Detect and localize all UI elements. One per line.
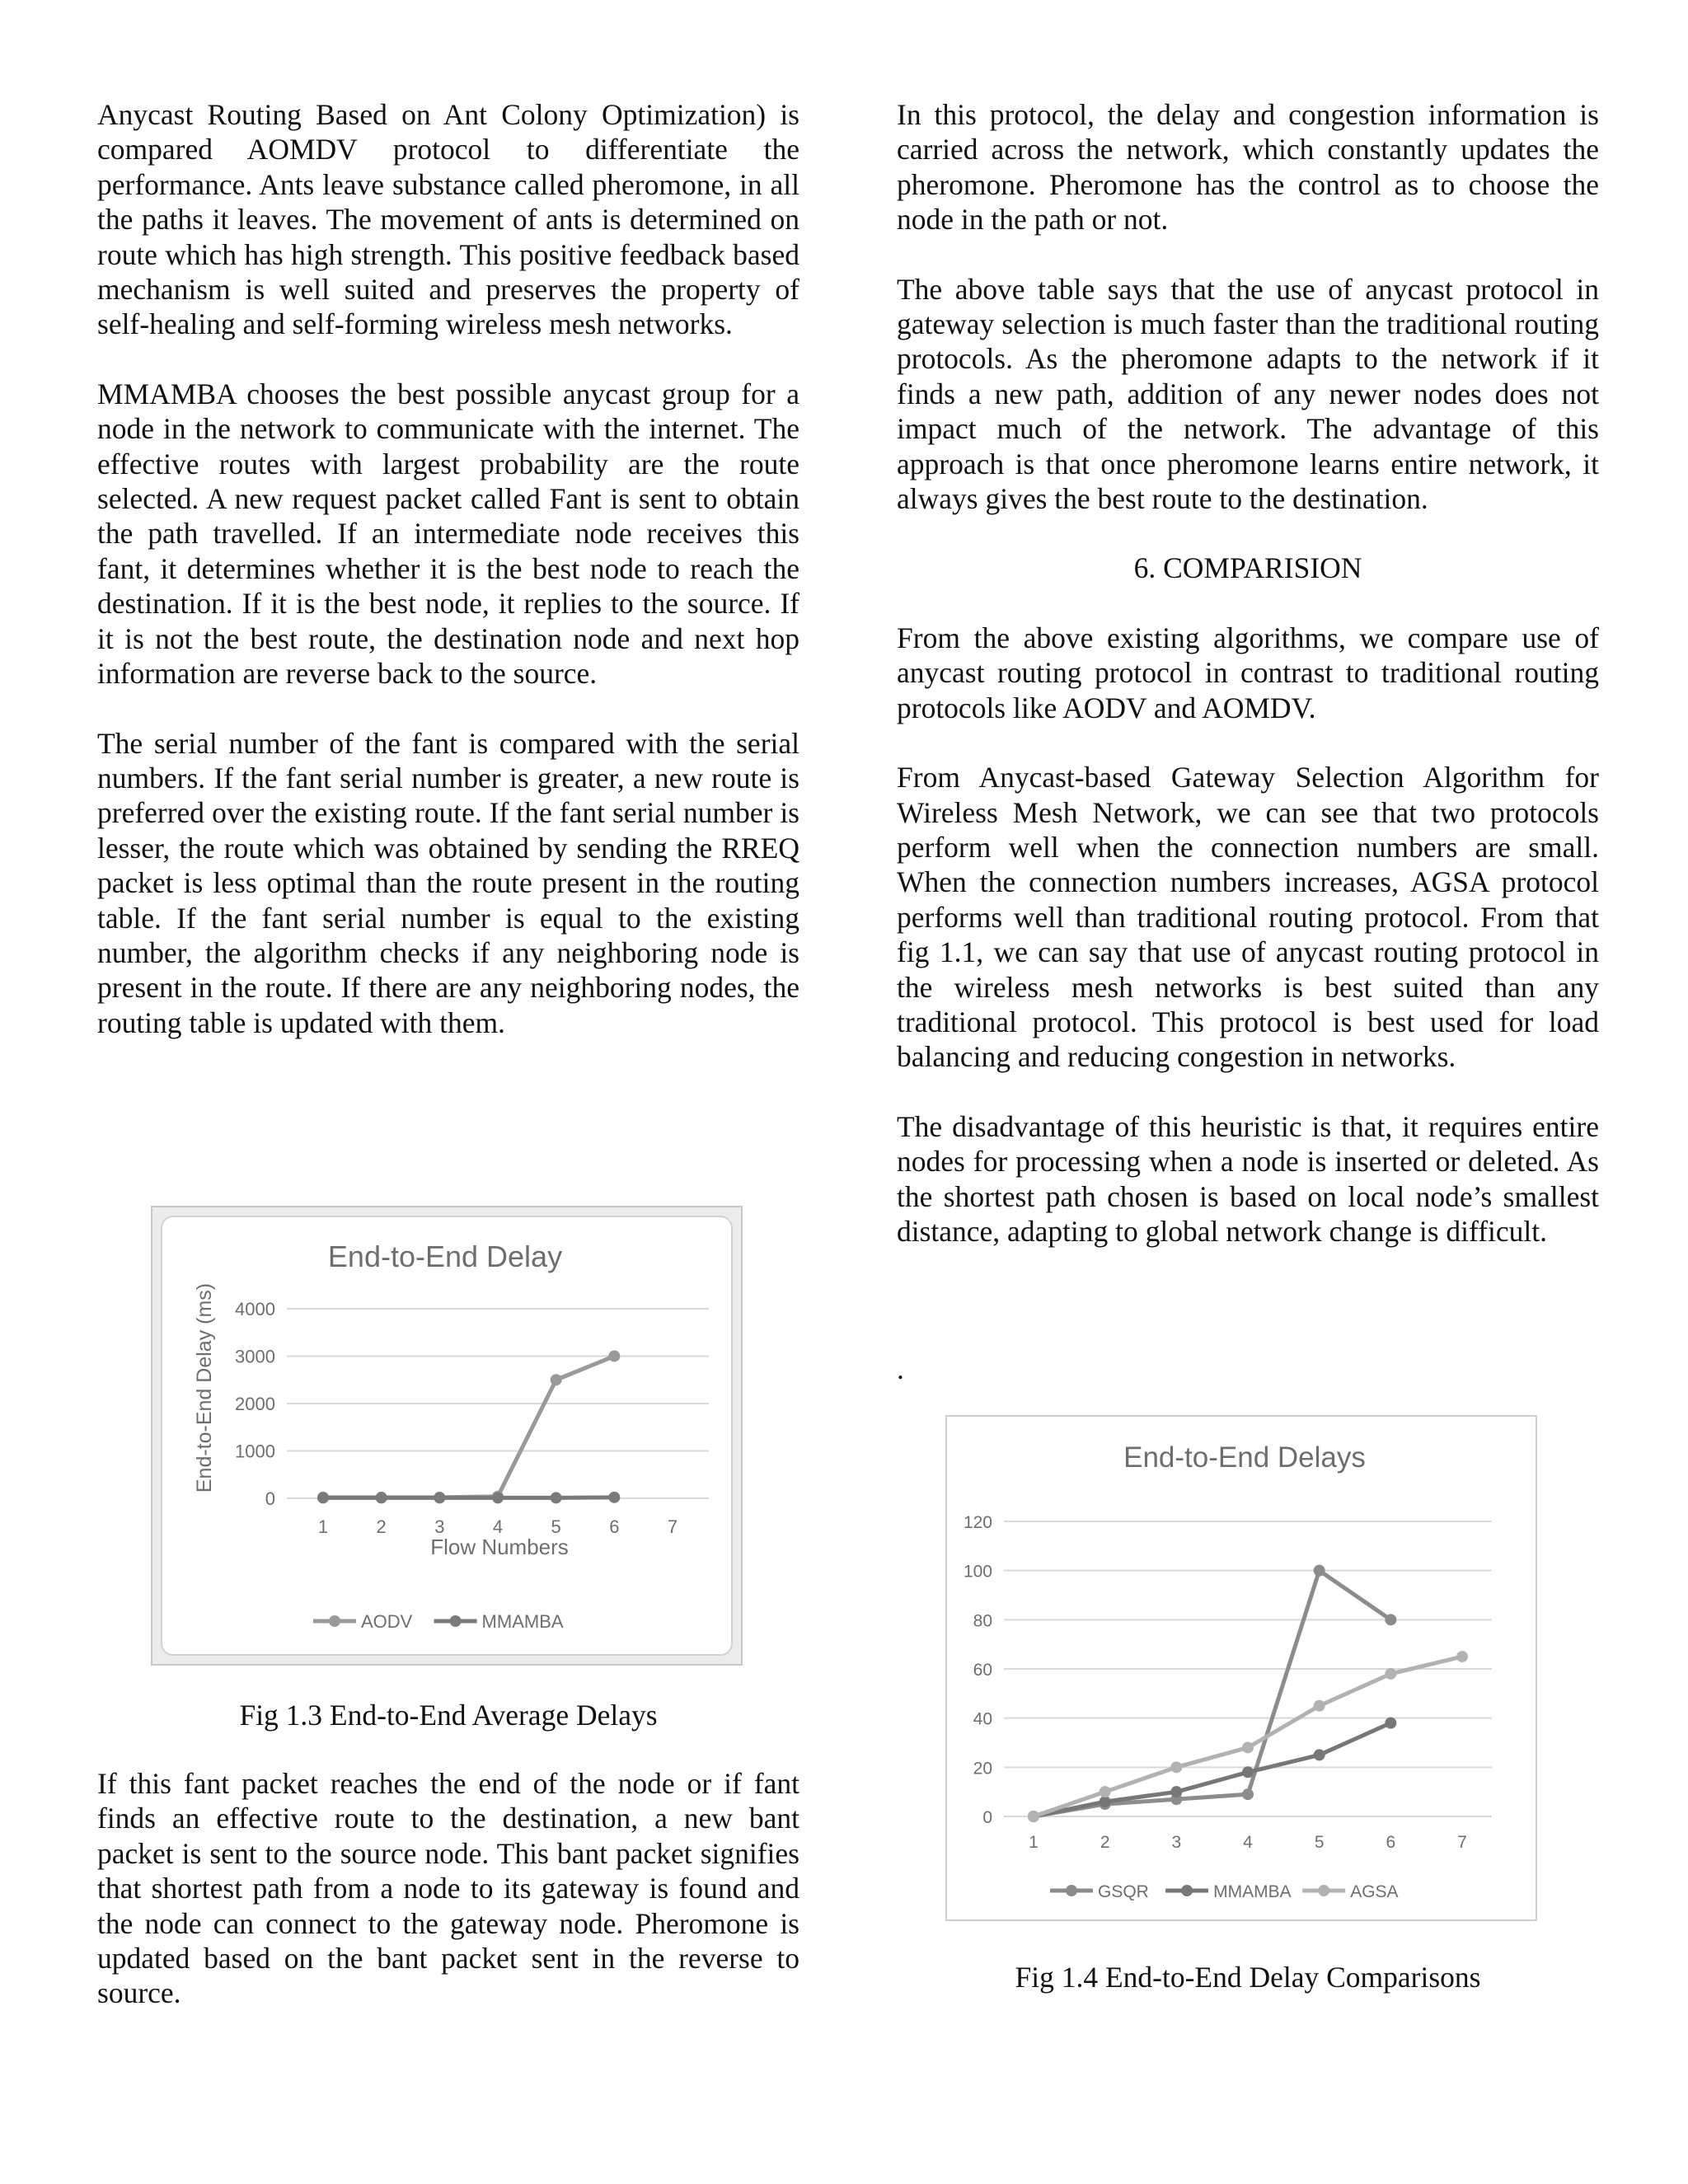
data-point-gsqr (1242, 1788, 1254, 1800)
stray-period: . (897, 1352, 904, 1385)
legend-marker-gsqr (1066, 1885, 1077, 1896)
data-point-mmamba (434, 1492, 445, 1503)
data-point-aodv (608, 1351, 620, 1362)
y-tick-label: 4000 (235, 1299, 275, 1319)
data-point-mmamba (1385, 1718, 1396, 1729)
x-tick-label: 2 (376, 1516, 387, 1537)
data-point-mmamba (608, 1492, 620, 1503)
x-tick-label: 1 (1029, 1833, 1039, 1852)
y-tick-label: 100 (963, 1562, 992, 1582)
y-tick-label: 3000 (235, 1346, 275, 1367)
data-point-agsa (1100, 1786, 1111, 1797)
chart-frame (152, 1207, 742, 1665)
legend-label-mmamba: MMAMBA (481, 1611, 564, 1632)
legend-marker-agsa (1318, 1885, 1329, 1896)
chart-title: End-to-End Delays (1123, 1441, 1366, 1474)
y-tick-label: 2000 (235, 1394, 275, 1414)
paragraph: Anycast Routing Based on Ant Colony Optimization) is compared AOMDV protocol to differentiate the performance. Ants leave substance called pheromone, in all the paths it leaves. The movement of ants is determined on route which has high strength. This positive feedback based mechanism is well suited and preserves the property of self-healing and self-forming wireless mesh networks. (97, 98, 799, 341)
end-to-end-delays-chart (945, 1414, 1538, 1922)
x-tick-label: 6 (609, 1516, 620, 1537)
paragraph: The disadvantage of this heuristic is that, it requires entire nodes for processing when a node is inserted or deleted. As the shortest path chosen is based on local node’s smallest distance, adapting to global network change is difficult. (897, 1109, 1599, 1248)
y-axis-label: End-to-End Delay (ms) (193, 1282, 216, 1493)
data-point-aodv (551, 1374, 562, 1385)
y-tick-label: 80 (973, 1611, 992, 1631)
data-point-agsa (1242, 1741, 1254, 1753)
data-point-agsa (1314, 1700, 1325, 1712)
legend-marker-mmamba (1181, 1885, 1193, 1896)
data-point-mmamba (317, 1492, 329, 1503)
data-point-agsa (1456, 1651, 1468, 1662)
x-tick-label: 4 (1243, 1833, 1253, 1852)
figure-caption: Fig 1.3 End-to-End Average Delays (239, 1699, 658, 1732)
data-point-gsqr (1385, 1614, 1396, 1625)
x-tick-label: 4 (492, 1516, 504, 1537)
data-point-agsa (1170, 1761, 1182, 1773)
y-tick-label: 20 (973, 1759, 992, 1779)
chart-title: End-to-End Delay (327, 1240, 563, 1273)
paragraph: The serial number of the fant is compared with the serial numbers. If the fant serial number is greater, a new route is preferred over the existing route. If the fant serial number is lesser, the route which was obtained by sending the RREQ packet is less optimal than the route present in the routing table. If the fant serial number is equal to the existing number, the algorithm checks if any neighboring node is present in the route. If there are any neighboring nodes, the routing table is updated with them. (97, 726, 799, 1039)
legend-label-gsqr: GSQR (1098, 1882, 1149, 1901)
x-tick-label: 6 (1386, 1833, 1396, 1852)
legend-label-agsa: AGSA (1350, 1882, 1399, 1901)
paragraph: From Anycast-based Gateway Selection Algorithm for Wireless Mesh Network, we can see that two protocols perform well when the connection numbers are small. When the connection numbers increases, AGSA protocol performs well than traditional routing protocol. From that fig 1.1, we can say that use of anycast routing protocol in the wireless mesh networks is best suited than any traditional protocol. This protocol is best used for load balancing and reducing congestion in networks. (897, 761, 1599, 1074)
legend-marker-aodv (329, 1615, 340, 1627)
y-tick-label: 60 (973, 1661, 992, 1680)
data-point-agsa (1385, 1668, 1396, 1680)
paragraph: The above table says that the use of anycast protocol in gateway selection is much faster than the traditional routing protocols. As the pheromone adapts to the network if it finds a new path, addition of any newer nodes does not impact much of the network. The advantage of this approach is that once pheromone learns entire network, it always gives the best route to the destination. (897, 272, 1599, 516)
x-tick-label: 3 (434, 1516, 445, 1537)
data-point-agsa (1028, 1811, 1039, 1822)
data-point-mmamba (1100, 1796, 1111, 1807)
data-point-mmamba (376, 1492, 387, 1503)
end-to-end-delay-chart (150, 1205, 743, 1666)
paragraph: In this protocol, the delay and congestion information is carried across the network, which constantly updates the pheromone. Pheromone has the control as to choose the node in the path or not. (897, 98, 1599, 237)
legend-label-aodv: AODV (361, 1611, 413, 1632)
x-tick-label: 7 (667, 1516, 678, 1537)
x-tick-label: 5 (551, 1516, 561, 1537)
x-tick-label: 5 (1314, 1833, 1325, 1852)
x-tick-label: 1 (317, 1516, 329, 1537)
data-point-gsqr (1314, 1565, 1325, 1577)
legend-label-mmamba: MMAMBA (1213, 1882, 1292, 1901)
y-tick-label: 1000 (235, 1441, 275, 1462)
y-tick-label: 40 (973, 1709, 992, 1729)
paragraph: If this fant packet reaches the end of the node or if fant finds an effective route to the destination, a new bant packet is sent to the source node. This bant packet signifies that shortest path from a node to its gateway is found and the node can connect to the gateway node. Pheromone is updated based on the bant packet sent in the reverse to source. (97, 1767, 799, 2010)
series-line-mmamba (323, 1497, 614, 1498)
data-point-mmamba (1314, 1749, 1325, 1760)
y-tick-label: 0 (982, 1808, 992, 1827)
paragraph: From the above existing algorithms, we compare use of anycast routing protocol in contrast to traditional routing protocols like AODV and AOMDV. (897, 621, 1599, 724)
x-tick-label: 2 (1100, 1833, 1110, 1852)
x-axis-label: Flow Numbers (430, 1535, 569, 1559)
data-point-mmamba (492, 1492, 504, 1503)
paragraph: MMAMBA chooses the best possible anycast group for a node in the network to communicate with the internet. The effective routes with largest probability are the route selected. A new request packet called Fant is sent to obtain the path travelled. If an intermediate node receives this fant, it determines whether it is the best node to reach the destination. If it is the best node, it replies to the source. If it is not the best route, the destination node and next hop information are reverse back to the source. (97, 377, 799, 691)
data-point-mmamba (551, 1492, 562, 1503)
y-tick-label: 0 (265, 1488, 275, 1509)
data-point-mmamba (1242, 1766, 1254, 1778)
left-column (97, 97, 799, 1075)
left-column-bottom (97, 1766, 799, 2046)
x-tick-label: 7 (1457, 1833, 1467, 1852)
right-column (897, 97, 1599, 1283)
legend-marker-mmamba (450, 1615, 462, 1627)
y-tick-label: 120 (963, 1513, 992, 1532)
x-tick-label: 3 (1171, 1833, 1182, 1852)
data-point-mmamba (1170, 1786, 1182, 1797)
section-heading: 6. COMPARISION (1133, 551, 1362, 585)
figure-caption: Fig 1.4 End-to-End Delay Comparisons (1015, 1961, 1481, 1994)
